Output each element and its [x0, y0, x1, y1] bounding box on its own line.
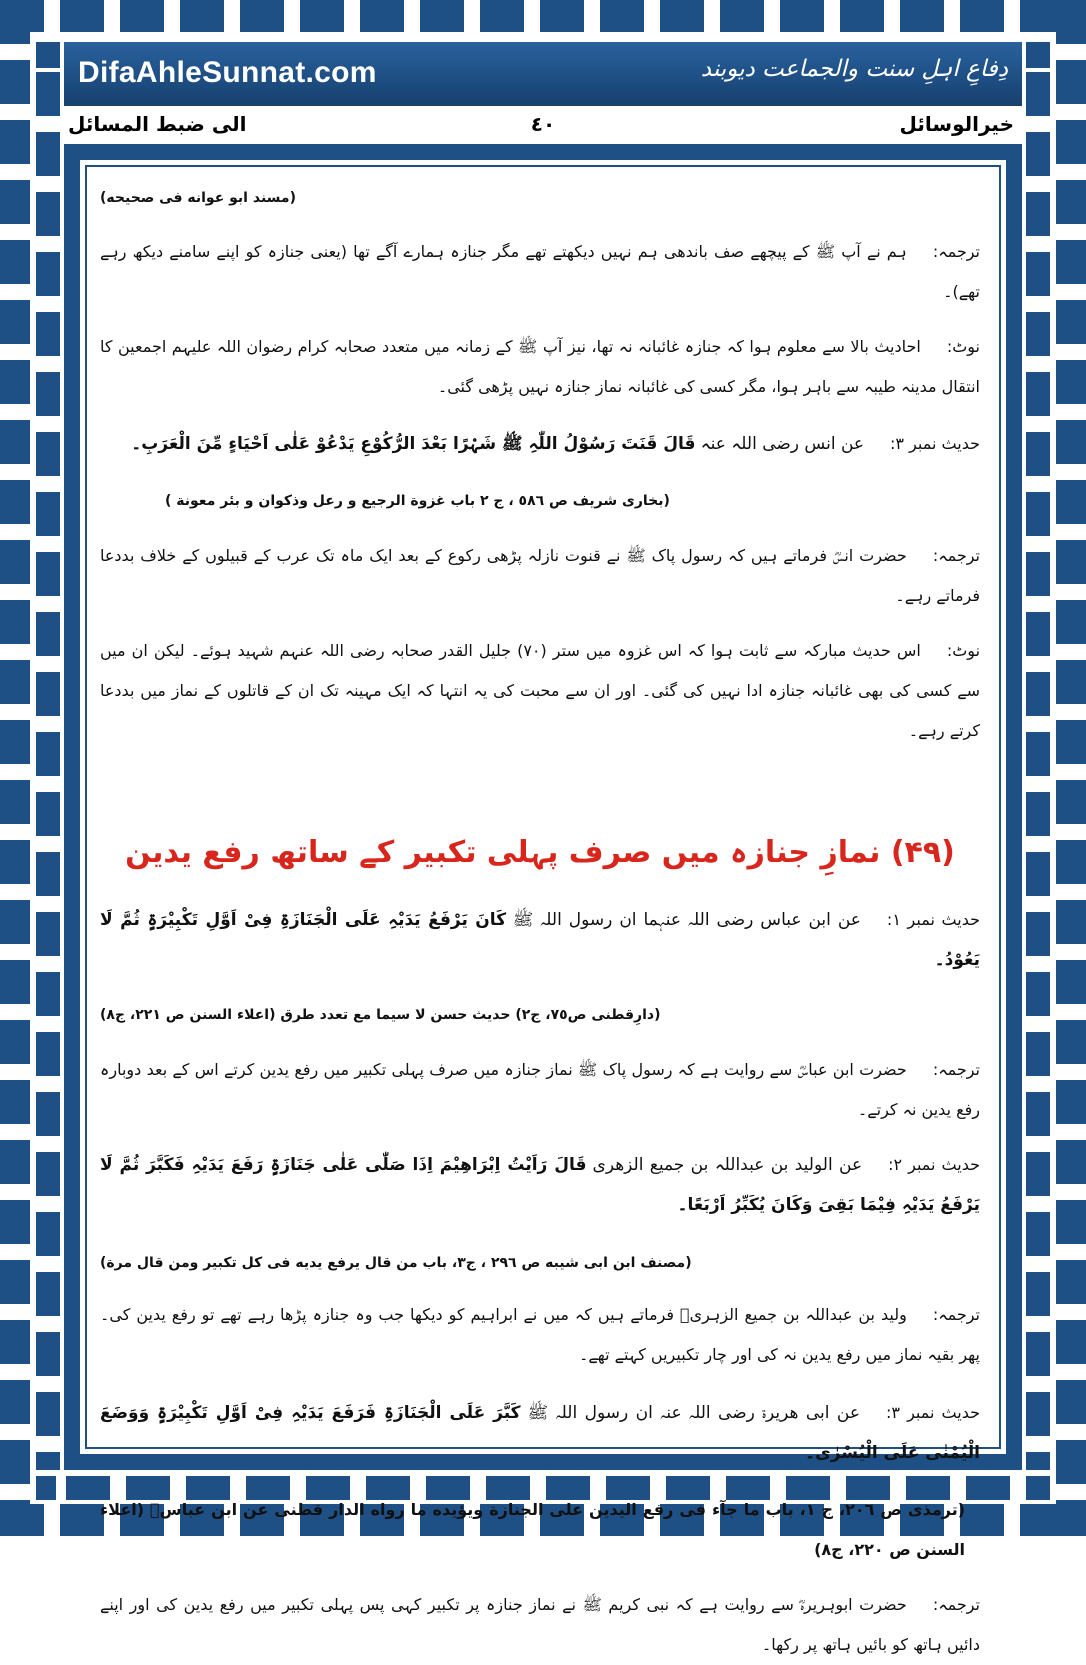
translation-text: ولید بن عبداللہ بن جمیع الزہریؒ فرماتے ہیں کہ میں نے ابراہیم کو دیکھا جب وہ جنازہ پڑھا رہے تھے تو رفع یدین کی۔ پھر بقیہ نماز میں رفع یدین نہ کی اور چار تکبیریں کہتے تھے۔	[100, 1305, 980, 1364]
translation-label: ترجمہ:	[932, 1595, 980, 1614]
hadith-paragraph	[100, 1393, 980, 1473]
translation-paragraph	[100, 1050, 980, 1130]
note-label: نوٹ:	[946, 641, 981, 660]
page-number: ٤٠	[530, 112, 556, 136]
running-head	[64, 108, 1022, 142]
translation-text: حضرت ابوہریرہؓ سے روایت ہے کہ نبی کریم ﷺ نے نماز جنازہ پر تکبیر کہی پس پہلی تکبیر میں رفع یدین کی اور اپنے دائیں ہاتھ کو بائیں ہاتھ پر رکھا۔	[100, 1595, 980, 1654]
translation-text: حضرت انسؓ فرماتے ہیں کہ رسول پاک ﷺ نے قنوت نازلہ پڑھی رکوع کے بعد ایک ماہ تک عرب کے قبیلوں کے خلاف بددعا فرماتے رہے۔	[100, 546, 980, 605]
hadith-label: حدیث نمبر ٣:	[890, 434, 980, 453]
hadith-narrator: عن الولید بن عبداللہ بن جمیع الزھری	[592, 1155, 863, 1175]
hadith-paragraph	[100, 424, 980, 464]
hadith-narrator: عن انس رضی اللہ عنہ	[700, 434, 865, 454]
section-title: نمازِ جنازہ میں صرف پہلی تکبیر کے ساتھ رفع یدین	[125, 835, 881, 870]
hadith-paragraph	[100, 1145, 980, 1225]
border-left-inner	[36, 42, 60, 1470]
citation-musannaf: (مصنف ابن ابی شیبه ص ٢٩٦ ، ج٣، باب من قال یرفع یدیه فی کل تکبیر ومن قال مرة)	[100, 1255, 692, 1271]
citation-daraqutni: (دارِقطنی ص٧٥، ج٢) حدیث حسن لا سیما مع تعدد طرق (اعلاء السنن ص ٢٢١، ج٨)	[100, 1007, 661, 1023]
section-heading	[100, 821, 980, 885]
book-subtitle: الی ضبط المسائل	[68, 112, 247, 136]
site-name: DifaAhleSunnat.com	[78, 56, 377, 89]
page-text	[100, 178, 980, 1665]
translation-paragraph	[100, 232, 980, 312]
translation-paragraph	[100, 1295, 980, 1375]
note-text: احادیث بالا سے معلوم ہوا کہ جنازہ غائبانہ نہ تھا، نیز آپ ﷺ کے زمانہ میں متعدد صحابہ کرام رضوان اللہ علیہم اجمعین کا انتقال مدینہ طیبہ سے باہر ہوا، مگر کسی کی غائبانہ نماز جنازہ نہیں پڑھی گئی۔	[100, 337, 980, 396]
hadith-narrator: عن ابن عباس رضی اللہ عنہما ان رسول اللہ ﷺ	[512, 910, 861, 930]
hadith-paragraph	[100, 900, 980, 980]
hadith-arabic-text: کَبَّرَ عَلَی الْجَنَازَۃِ فَرَفَعَ یَدَیْہِ فِیْ اَوَّلِ تَکْبِیْرَۃٍ وَوَضَعَ الْیُمْنٰی عَلَی الْیُسْرٰی۔	[100, 1403, 980, 1463]
translation-label: ترجمہ:	[932, 1305, 980, 1324]
section-number: (۴۹)	[890, 835, 955, 870]
hadith-label: حدیث نمبر ٣:	[885, 1403, 980, 1422]
translation-text: حضرت ابن عباسؓ سے روایت ہے کہ رسول پاک ﷺ نماز جنازہ میں صرف پہلی تکبیر میں رفع یدین کرتے اس کے بعد دوبارہ رفع یدین نہ کرتے۔	[100, 1060, 980, 1119]
citation-tirmidhi: (ترمذی ص ٢٠٦، ج ١، باب ما جآء فی رفع الیدین علی الجنازة ویؤیده ما رواه الدار قطنی عن ابن عباسؓ (اعلاء السنن ص ٢٢٠، ج٨)	[100, 1500, 966, 1559]
hadith-arabic-text: قَالَ قَنَتَ رَسُوْلُ اللّٰہِ ﷺ شَہْرًا بَعْدَ الرُّکُوْعِ یَدْعُوْ عَلٰی اَحْیَاءٍ مِّنَ الْعَرَبِ۔	[131, 434, 696, 454]
translation-label: ترجمہ:	[932, 546, 980, 565]
translation-label: ترجمہ:	[932, 242, 980, 261]
hadith-arabic-text: کَانَ یَرْفَعُ یَدَیْہِ عَلَی الْجَنَازَۃِ فِیْ اَوَّلِ تَکْبِیْرَۃٍ ثُمَّ لَا یَعُوْدُ۔	[100, 910, 980, 970]
hadith-arabic-text: قَالَ رَاَیْتُ اِبْرَاھِیْمَ اِذَا صَلّٰی عَلٰی جَنَازَۃٍ رَفَعَ یَدَیْہِ فَکَبَّرَ ثُمَّ لَا یَرْفَعُ یَدَیْہِ فِیْمَا بَقِیَ وَکَانَ یُکَبِّرُ اَرْبَعًا۔	[100, 1155, 980, 1215]
site-header	[64, 42, 1022, 106]
border-top	[0, 0, 1086, 32]
book-title: خیرالوسائل	[899, 112, 1014, 136]
translation-label: ترجمہ:	[932, 1060, 980, 1079]
note-paragraph	[100, 631, 980, 751]
border-left	[0, 0, 30, 1536]
translation-paragraph	[100, 1585, 980, 1665]
translation-text: ہم نے آپ ﷺ کے پیچھے صف باندھی ہم نہیں دیکھتے تھے مگر جنازہ ہمارے آگے تھا (یعنی جنازہ کو اپنے سامنے دیکھ رہے تھے)۔	[100, 242, 980, 301]
note-paragraph	[100, 327, 980, 407]
hadith-label: حدیث نمبر ١:	[886, 910, 980, 929]
citation-musnad: (مسند ابو عوانه فی صحیحه)	[100, 190, 296, 206]
organization-title: دِفاعِ اہلِ سنت والجماعت دیوبند	[700, 56, 1008, 82]
border-right-inner	[1026, 42, 1050, 1470]
hadith-label: حدیث نمبر ٢:	[888, 1155, 980, 1174]
translation-paragraph	[100, 536, 980, 616]
note-text: اس حدیث مبارکہ سے ثابت ہوا کہ اس غزوہ میں ستر (٧٠) جلیل القدر صحابہ رضی اللہ عنہم شہید ہوئے۔ لیکن ان میں سے کسی کی بھی غائبانہ جنازہ ادا نہیں کی گئی۔ اور ان سے محبت کی یہ انتہا کہ ایک مہینہ تک ان کے قاتلوں کے نماز میں بددعا کرتے رہے۔	[100, 641, 980, 740]
border-right	[1056, 0, 1086, 1536]
citation-bukhari: (بخاری شریف ص ٥٨٦ ، ج ٢ باب غزوة الرجیع و رعل وذکوان و بئر معونة )	[165, 493, 670, 509]
note-label: نوٹ:	[946, 337, 980, 356]
hadith-narrator: عن ابی ھریرۃ رضی اللہ عنہ ان رسول اللہ ﷺ	[527, 1403, 860, 1423]
